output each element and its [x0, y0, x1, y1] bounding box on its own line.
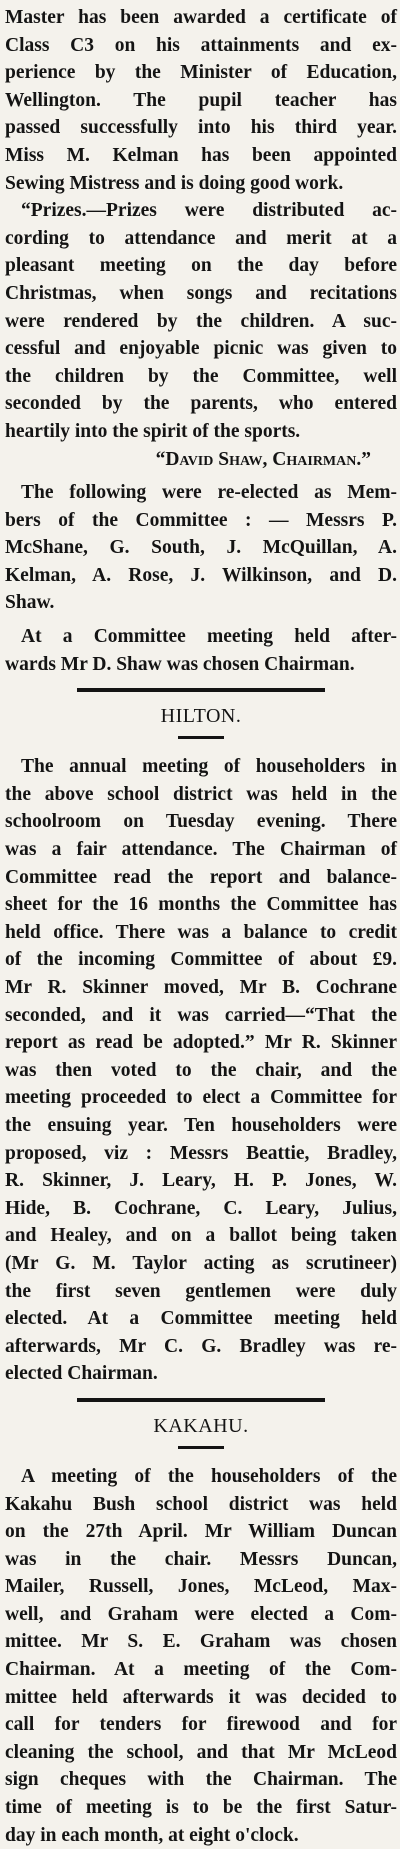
text-line: cleaning the school, and that Mr McLeod	[5, 1741, 397, 1763]
text-line: held office. There was a balance to credit	[5, 921, 397, 943]
text-line: The annual meeting of householders in	[21, 756, 397, 778]
text-line: meeting proceeded to elect a Committee for	[5, 1087, 397, 1109]
paragraph-master-certificate	[5, 4, 397, 197]
text-line: seconded, and it was carried—“That the	[5, 1004, 397, 1026]
text-line: Chairman. At a meeting of the Com-	[5, 1659, 397, 1681]
text-line: schoolroom on Tuesday evening. There	[5, 811, 397, 833]
text-line: the first seven gentlemen were duly	[5, 1280, 397, 1302]
text-line: Mr R. Skinner moved, Mr B. Cochrane	[5, 977, 397, 998]
text-line: Kelman, A. Rose, J. Wilkinson, and D.	[5, 564, 397, 586]
text-line: Class C3 on his attainments and ex-	[5, 34, 397, 56]
text-line: well, and Graham were elected a Com-	[5, 1603, 397, 1625]
section-divider	[77, 688, 325, 692]
text-line: perience by the Minister of Education,	[5, 62, 397, 84]
text-line: sign cheques with the Chairman. The	[5, 1769, 397, 1791]
text-line: bers of the Committee : — Messrs P.	[5, 509, 397, 531]
text-line: day in each month, at eight o'clock.	[5, 1824, 299, 1846]
text-line: Kakahu Bush school district was held	[5, 1493, 397, 1515]
text-line: time of meeting is to be the first Satur-	[5, 1797, 397, 1819]
text-line: “Prizes.—Prizes were distributed ac-	[21, 200, 397, 222]
text-line: R. Skinner, J. Leary, H. P. Jones, W.	[5, 1170, 397, 1192]
text-line: the ensuing year. Ten householders were	[5, 1114, 397, 1136]
text-line: Mailer, Russell, Jones, McLeod, Max-	[5, 1576, 397, 1598]
text-line: mittee. Mr S. E. Graham was chosen	[5, 1631, 397, 1653]
section-divider	[77, 1398, 325, 1402]
paragraph-committee-members	[5, 479, 397, 617]
paragraph-prizes	[5, 197, 397, 473]
text-line: of the incoming Committee of about £9.	[5, 949, 397, 971]
text-line: was then voted to the chair, and the	[5, 1059, 397, 1081]
heading-underline	[178, 1446, 224, 1449]
text-line: sheet for the 16 months the Committee has	[5, 894, 397, 916]
text-line: afterwards, Mr C. G. Bradley was re-	[5, 1335, 397, 1357]
text-line: mittee held afterwards it was decided to	[5, 1686, 397, 1708]
paragraph-chairman-chosen	[5, 623, 397, 678]
text-line: were rendered by the children. A suc-	[5, 310, 397, 332]
text-line: Christmas, when songs and recitations	[5, 282, 397, 304]
text-line: proposed, viz : Messrs Beattie, Bradley,	[5, 1142, 397, 1164]
text-line: Sewing Mistress and is doing good work.	[5, 172, 344, 194]
text-line: (Mr G. M. Taylor acting as scrutineer)	[5, 1252, 397, 1274]
text-line: cessful and enjoyable picnic was given to	[5, 338, 397, 360]
text-line: and Healey, and on a ballot being taken	[5, 1225, 397, 1247]
text-line: The following were re-elected as Mem-	[21, 482, 397, 504]
text-line: Shaw.	[5, 592, 55, 614]
paragraph-hilton-report	[5, 753, 397, 1388]
heading-hilton: HILTON.	[160, 705, 242, 728]
text-line: Wellington. The pupil teacher has	[5, 89, 397, 111]
text-line: Committee read the report and balance-	[5, 866, 397, 888]
text-line: on the 27th April. Mr William Duncan	[5, 1521, 397, 1543]
text-line: elected. At a Committee meeting held	[5, 1308, 397, 1330]
text-line: A meeting of the householders of the	[21, 1465, 397, 1487]
text-line: At a Committee meeting held after-	[21, 626, 397, 648]
text-line: call for tenders for firewood and for	[5, 1714, 397, 1736]
text-line: Hide, B. Cochrane, C. Leary, Julius,	[5, 1197, 397, 1219]
text-line: McShane, G. South, J. McQuillan, A.	[5, 537, 397, 559]
text-line: wards Mr D. Shaw was chosen Chairman.	[5, 653, 355, 675]
signature-line: “David Shaw, Chairman.”	[155, 448, 371, 470]
text-line: seconded by the parents, who entered	[5, 393, 397, 415]
text-line: was a fair attendance. The Chairman of	[5, 839, 397, 861]
text-line: was in the chair. Messrs Duncan,	[5, 1548, 397, 1570]
text-line: elected Chairman.	[5, 1363, 158, 1385]
text-line: passed successfully into his third year.	[5, 117, 397, 139]
newspaper-column	[5, 0, 397, 1849]
text-line: Miss M. Kelman has been appointed	[5, 144, 397, 166]
heading-underline	[178, 736, 224, 739]
paragraph-kakahu-report	[5, 1463, 397, 1849]
heading-kakahu: KAKAHU.	[153, 1414, 249, 1437]
text-line: pleasant meeting on the day before	[5, 255, 397, 277]
text-line: the above school district was held in the	[5, 783, 397, 805]
text-line: cording to attendance and merit at a	[5, 227, 397, 249]
text-line: report as read be adopted.” Mr R. Skinner	[5, 1032, 397, 1054]
text-line: the children by the Committee, well	[5, 365, 397, 387]
text-line: Master has been awarded a certificate of	[5, 7, 397, 28]
text-line: heartily into the spirit of the sports.	[5, 420, 301, 442]
